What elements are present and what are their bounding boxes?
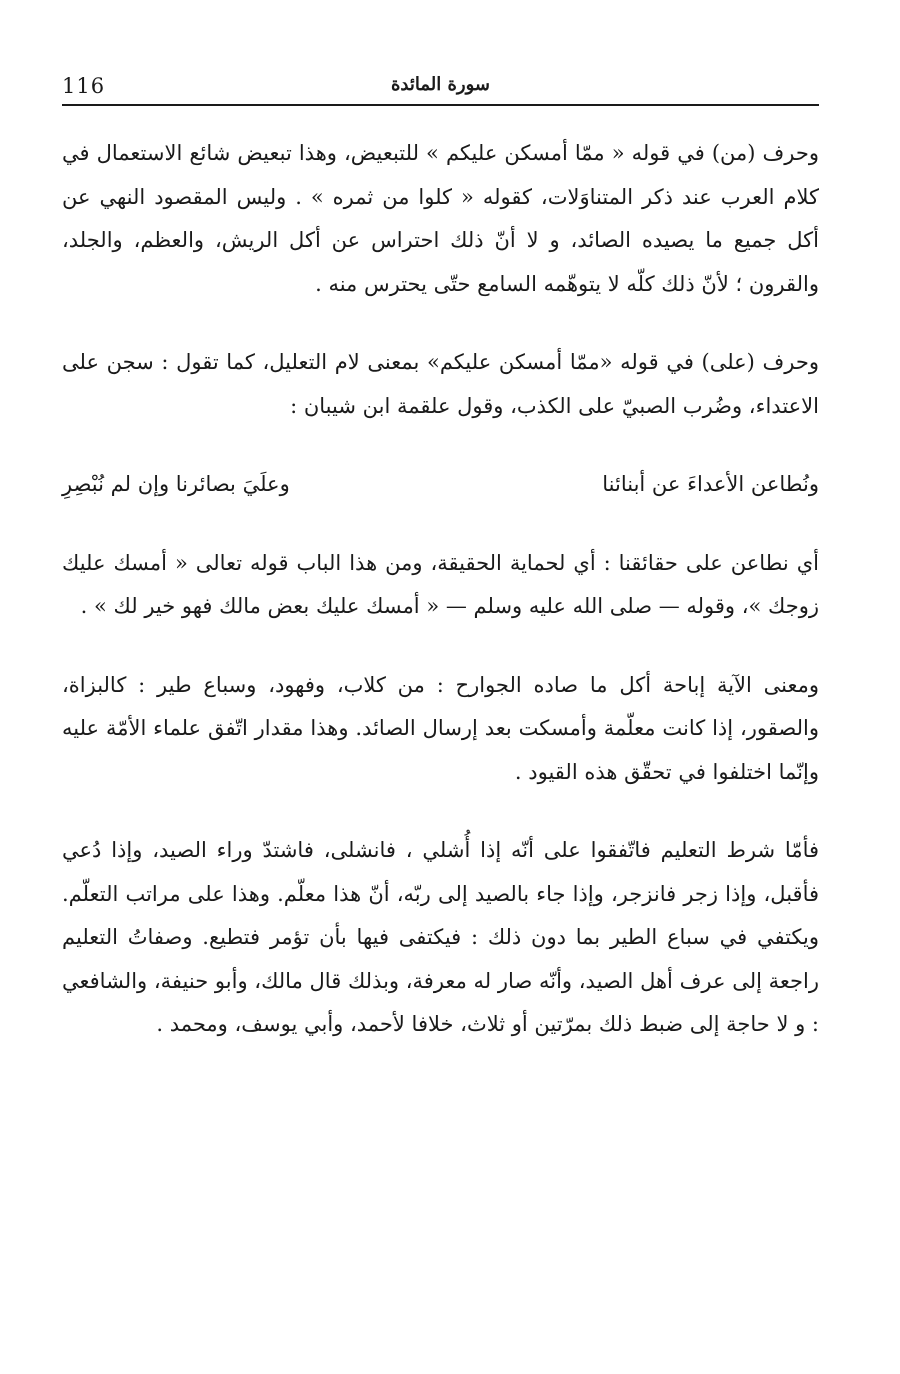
paragraph-ala-causal: وحرف (على) في قوله «ممّا أمسكن عليكم» بمعنى لام التعليل، كما تقول : سجن على الاعتداء، وضُرب الصبيّ على الكذب، وقول علقمة ابن شيبان : (62, 350, 819, 418)
paragraph-gap (62, 306, 819, 341)
page-number: 116 (62, 74, 106, 98)
verse-second-hemistich: وعلَيَ بصائرنا وإن لم نُبْصِرِ (62, 472, 290, 496)
header-rule (62, 104, 819, 106)
body-text (62, 132, 819, 1047)
running-title: سورة المائدة (390, 74, 491, 95)
paragraph-gap (62, 794, 819, 829)
page-header (62, 70, 819, 102)
poetry-verse (62, 463, 819, 507)
verse-first-hemistich: ونُطاعن الأعداءَ عن أبنائنا (602, 472, 819, 496)
paragraph-min-partitive: وحرف (من) في قوله « ممّا أمسكن عليكم » للتبعيض، وهذا تبعيض شائع الاستعمال في كلام العرب عند ذكر المتناوَلات، كقوله « كلوا من ثمره » . وليس المقصود النهي عن أكل جميع ما يصيده الصائد، و لا أنّ ذلك احتراس عن أكل الريش، والعظم، والجلد، والقرون ؛ لأنّ ذلك كلّه لا يتوهّمه السامع حتّى يحترس منه . (62, 141, 819, 296)
paragraph-verse-explanation: أي نطاعن على حقائقنا : أي لحماية الحقيقة، ومن هذا الباب قوله تعالى « أمسك عليك زوجك »، وقوله — صلى الله عليه وسلم — « أمسك عليك بعض مالك فهو خير لك » . (62, 550, 819, 618)
paragraph-gap (62, 629, 819, 664)
paragraph-training-condition: فأمّا شرط التعليم فاتّفقوا على أنّه إذا أُشلي ، فانشلى، فاشتدّ وراء الصيد، وإذا دُعي فأقبل، وإذا زجر فانزجر، وإذا جاء بالصيد إلى ربّه، أنّ هذا معلّم. وهذا على مراتب التعلّم. ويكتفي في سباع الطير بما دون ذلك : فيكتفى فيها بأن تؤمر فتطيع. وصفاتُ التعليم راجعة إلى عرف أهل الصيد، وأنّه صار له معرفة، وبذلك قال مالك، وأبو حنيفة، والشافعي : و لا حاجة إلى ضبط ذلك بمرّتين أو ثلاث، خلافا لأحمد، وأبي يوسف، ومحمد . (62, 838, 820, 1036)
paragraph-gap (62, 507, 819, 542)
paragraph-gap (62, 428, 819, 463)
paragraph-verse-meaning: ومعنى الآية إباحة أكل ما صاده الجوارح : من كلاب، وفهود، وسباع طير : كالبزاة، والصقور، إذا كانت معلّمة وأمسكت بعد إرسال الصائد. وهذا مقدار اتّفق علماء الأمّة عليه وإنّما اختلفوا في تحقّق هذه القيود . (62, 672, 819, 784)
